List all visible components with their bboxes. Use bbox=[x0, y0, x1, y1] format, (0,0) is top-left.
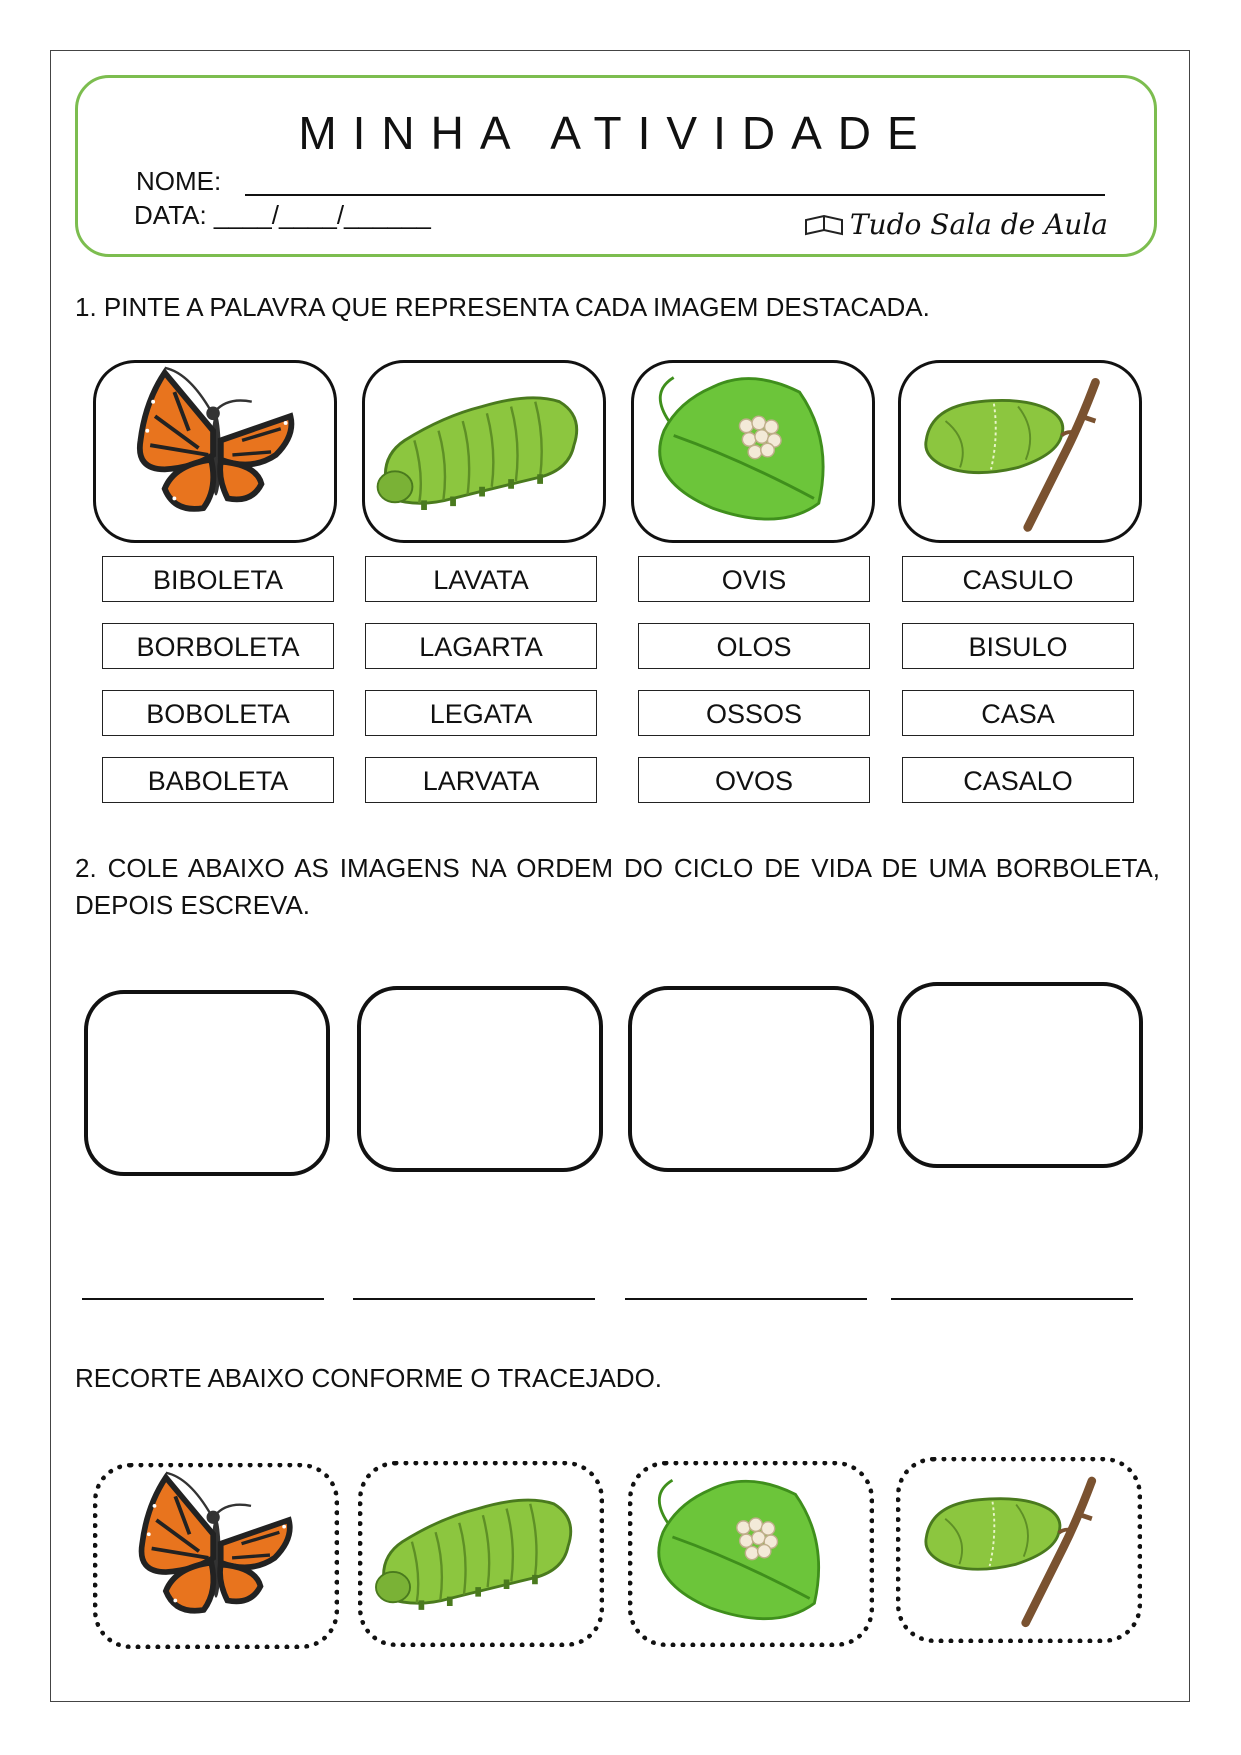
eggs-on-leaf-icon bbox=[634, 363, 872, 540]
cutout-eggs[interactable] bbox=[628, 1461, 874, 1647]
write-line[interactable] bbox=[353, 1298, 595, 1300]
cutout-caterpillar[interactable] bbox=[358, 1461, 604, 1647]
eggs-on-leaf-icon bbox=[633, 1466, 869, 1642]
option-butterfly-2[interactable]: BORBOLETA bbox=[102, 623, 334, 669]
option-eggs-1[interactable]: OVIS bbox=[638, 556, 870, 602]
option-butterfly-1[interactable]: BIBOLETA bbox=[102, 556, 334, 602]
caterpillar-image bbox=[362, 360, 606, 543]
cutout-instruction: RECORTE ABAIXO CONFORME O TRACEJADO. bbox=[75, 1363, 663, 1393]
paste-box[interactable] bbox=[84, 990, 330, 1176]
cocoon-icon bbox=[901, 1462, 1137, 1638]
paste-box[interactable] bbox=[897, 982, 1143, 1168]
eggs-image bbox=[631, 360, 875, 543]
write-line[interactable] bbox=[82, 1298, 324, 1300]
name-label: NOME: bbox=[136, 166, 222, 196]
brand-logo bbox=[804, 208, 1108, 241]
option-caterpillar-2[interactable]: LAGARTA bbox=[365, 623, 597, 669]
date-field[interactable]: DATA: ____/____/______ bbox=[134, 200, 431, 230]
option-eggs-4[interactable]: OVOS bbox=[638, 757, 870, 803]
cutout-cocoon[interactable] bbox=[896, 1457, 1142, 1643]
activity-header bbox=[75, 75, 1157, 257]
option-caterpillar-1[interactable]: LAVATA bbox=[365, 556, 597, 602]
butterfly-icon bbox=[98, 1468, 334, 1644]
question-1-text: 1. PINTE A PALAVRA QUE REPRESENTA CADA IMAGEM DESTACADA. bbox=[75, 292, 930, 322]
name-field[interactable] bbox=[245, 194, 1105, 196]
option-cocoon-1[interactable]: CASULO bbox=[902, 556, 1134, 602]
brand-text: Tudo Sala de Aula bbox=[849, 208, 1108, 241]
option-cocoon-4[interactable]: CASALO bbox=[902, 757, 1134, 803]
write-line[interactable] bbox=[891, 1298, 1133, 1300]
question-2-text: 2. COLE ABAIXO AS IMAGENS NA ORDEM DO CICLO DE VIDA DE UMA BORBOLETA, DEPOIS ESCREVA. bbox=[75, 853, 1160, 920]
cutout-butterfly[interactable] bbox=[93, 1463, 339, 1649]
option-butterfly-3[interactable]: BOBOLETA bbox=[102, 690, 334, 736]
option-cocoon-3[interactable]: CASA bbox=[902, 690, 1134, 736]
paste-box[interactable] bbox=[357, 986, 603, 1172]
option-caterpillar-4[interactable]: LARVATA bbox=[365, 757, 597, 803]
write-line[interactable] bbox=[625, 1298, 867, 1300]
caterpillar-icon bbox=[365, 363, 603, 540]
page-title: MINHA ATIVIDADE bbox=[298, 107, 934, 159]
option-cocoon-2[interactable]: BISULO bbox=[902, 623, 1134, 669]
butterfly-icon bbox=[96, 363, 334, 540]
cocoon-image bbox=[898, 360, 1142, 543]
paste-box[interactable] bbox=[628, 986, 874, 1172]
book-icon bbox=[804, 214, 844, 236]
caterpillar-icon bbox=[363, 1466, 599, 1642]
option-butterfly-4[interactable]: BABOLETA bbox=[102, 757, 334, 803]
butterfly-image bbox=[93, 360, 337, 543]
option-eggs-2[interactable]: OLOS bbox=[638, 623, 870, 669]
option-eggs-3[interactable]: OSSOS bbox=[638, 690, 870, 736]
option-caterpillar-3[interactable]: LEGATA bbox=[365, 690, 597, 736]
cocoon-icon bbox=[901, 363, 1139, 540]
